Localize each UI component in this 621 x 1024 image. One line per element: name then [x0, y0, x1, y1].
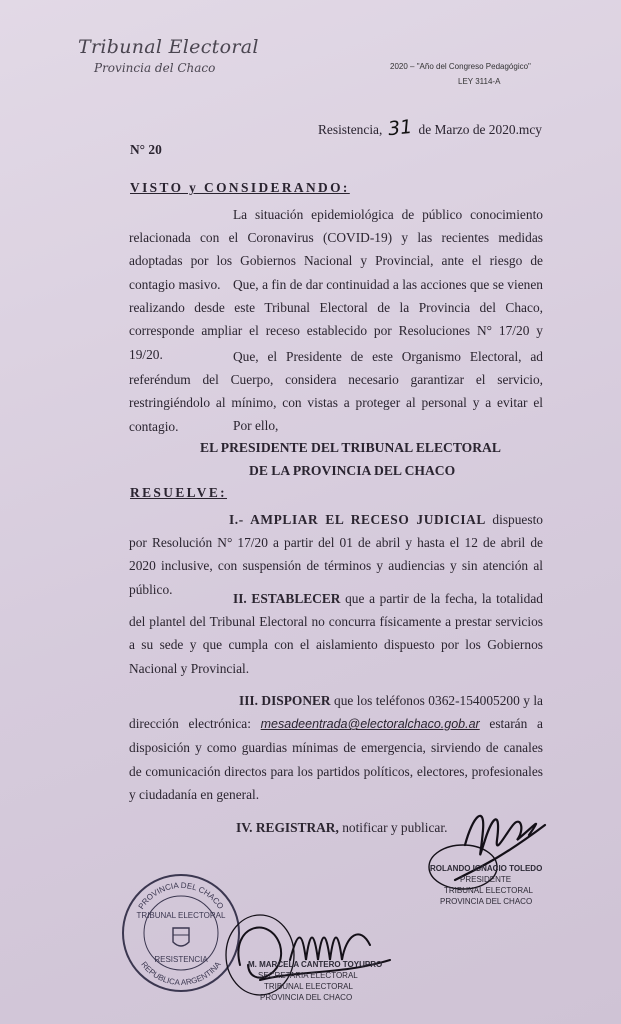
considerando-paragraph-2: Que, a fin de dar continuidad a las acciones que se vienen realizando desde este Tribunal Electoral de la Provincia del Chaco, corresponde ampliar el receso establecido por Resoluciones N° 17/20 y 19/20.	[129, 277, 543, 362]
year-motto: 2020 – "Año del Congreso Pedagógico"	[390, 62, 531, 71]
place-text: Resistencia,	[318, 122, 383, 137]
article-2-label: II. ESTABLECER	[233, 591, 341, 606]
seal-city-text: RESISTENCIA	[154, 955, 208, 964]
article-4-label: IV. REGISTRAR,	[236, 820, 339, 835]
considerando-paragraph-1: La situación epidemiológica de público conocimiento relacionada con el Coronavirus (COVID-19) y las recientes medidas adoptadas por los Gobiernos Nacional y Provincial, ante el riesgo de contagio masivo.	[129, 207, 543, 292]
law-reference: LEY 3114-A	[458, 77, 501, 86]
article-3-label: III. DISPONER	[239, 693, 331, 708]
president-role: PRESIDENTE	[460, 875, 512, 884]
secretary-org-1: TRIBUNAL ELECTORAL	[264, 982, 353, 991]
article-3-text-a: que los teléfonos 0362-154005200 y la dirección electrónica:	[129, 693, 543, 732]
date-text: de Marzo de 2020.mcy	[418, 122, 542, 137]
seal-top-text: PROVINCIA DEL CHACO	[136, 880, 226, 911]
letterhead-subtitle: Provincia del Chaco	[94, 61, 216, 75]
secretary-role: SECRETARIA ELECTORAL	[258, 971, 358, 980]
visto-heading: VISTO y CONSIDERANDO:	[130, 180, 350, 195]
resolution-number: N° 20	[130, 142, 162, 157]
place-date-line	[318, 117, 542, 139]
secretary-name: M. MARCELA CANTERO TOYUPRO	[248, 960, 383, 969]
coat-of-arms-icon	[173, 928, 189, 946]
president-org-2: PROVINCIA DEL CHACO	[440, 897, 533, 906]
resuelve-heading: RESUELVE:	[130, 485, 228, 500]
authority-line-2: DE LA PROVINCIA DEL CHACO	[249, 463, 456, 478]
article-4-text: notificar y publicar.	[342, 820, 448, 835]
seal-bottom-text: REPUBLICA ARGENTINA	[139, 959, 223, 988]
considerando-paragraph-3: Que, el Presidente de este Organismo Electoral, ad referéndum del Cuerpo, considera necesario garantizar el servicio, restringiéndolo al mínimo, con vistas a proteger al personal y a evitar el contagio.	[129, 349, 543, 434]
article-4	[236, 816, 447, 839]
president-name: ROLANDO IGNACIO TOLEDO	[430, 864, 543, 873]
article-3-text-b: estarán a disposición y como guardias mínimas de emergencia, sirviendo de canales de comunicación directos para los partidos políticos, electores, profesionales y ciudadanía en general.	[129, 716, 543, 802]
article-1-label: I.- AMPLIAR EL RECESO JUDICIAL	[229, 512, 486, 527]
article-1-text: dispuesto por Resolución N° 17/20 a partir del 01 de abril y hasta el 12 de abril de 2020 inclusive, con suspensión de términos y audiencias y sin atención al público.	[129, 512, 543, 597]
article-2-text: que a partir de la fecha, la totalidad del plantel del Tribunal Electoral no concurra físicamente a prestar servicios a su sede y que cumpla con el aislamiento dispuesto por los Gobiernos Nacional y Provincial.	[129, 591, 543, 676]
letterhead-title: Tribunal Electoral	[78, 36, 259, 58]
president-org-1: TRIBUNAL ELECTORAL	[444, 886, 533, 895]
article-2	[129, 587, 543, 680]
contact-email-link[interactable]: mesadeentrada@electoralchaco.gob.ar	[260, 717, 480, 732]
authority-line-1: EL PRESIDENTE DEL TRIBUNAL ELECTORAL	[200, 440, 501, 455]
secretary-org-2: PROVINCIA DEL CHACO	[260, 993, 353, 1002]
considerando-paragraph-4: Por ello,	[233, 418, 279, 433]
handwritten-day: 31	[387, 115, 414, 141]
seal-middle-text: TRIBUNAL ELECTORAL	[136, 911, 226, 920]
